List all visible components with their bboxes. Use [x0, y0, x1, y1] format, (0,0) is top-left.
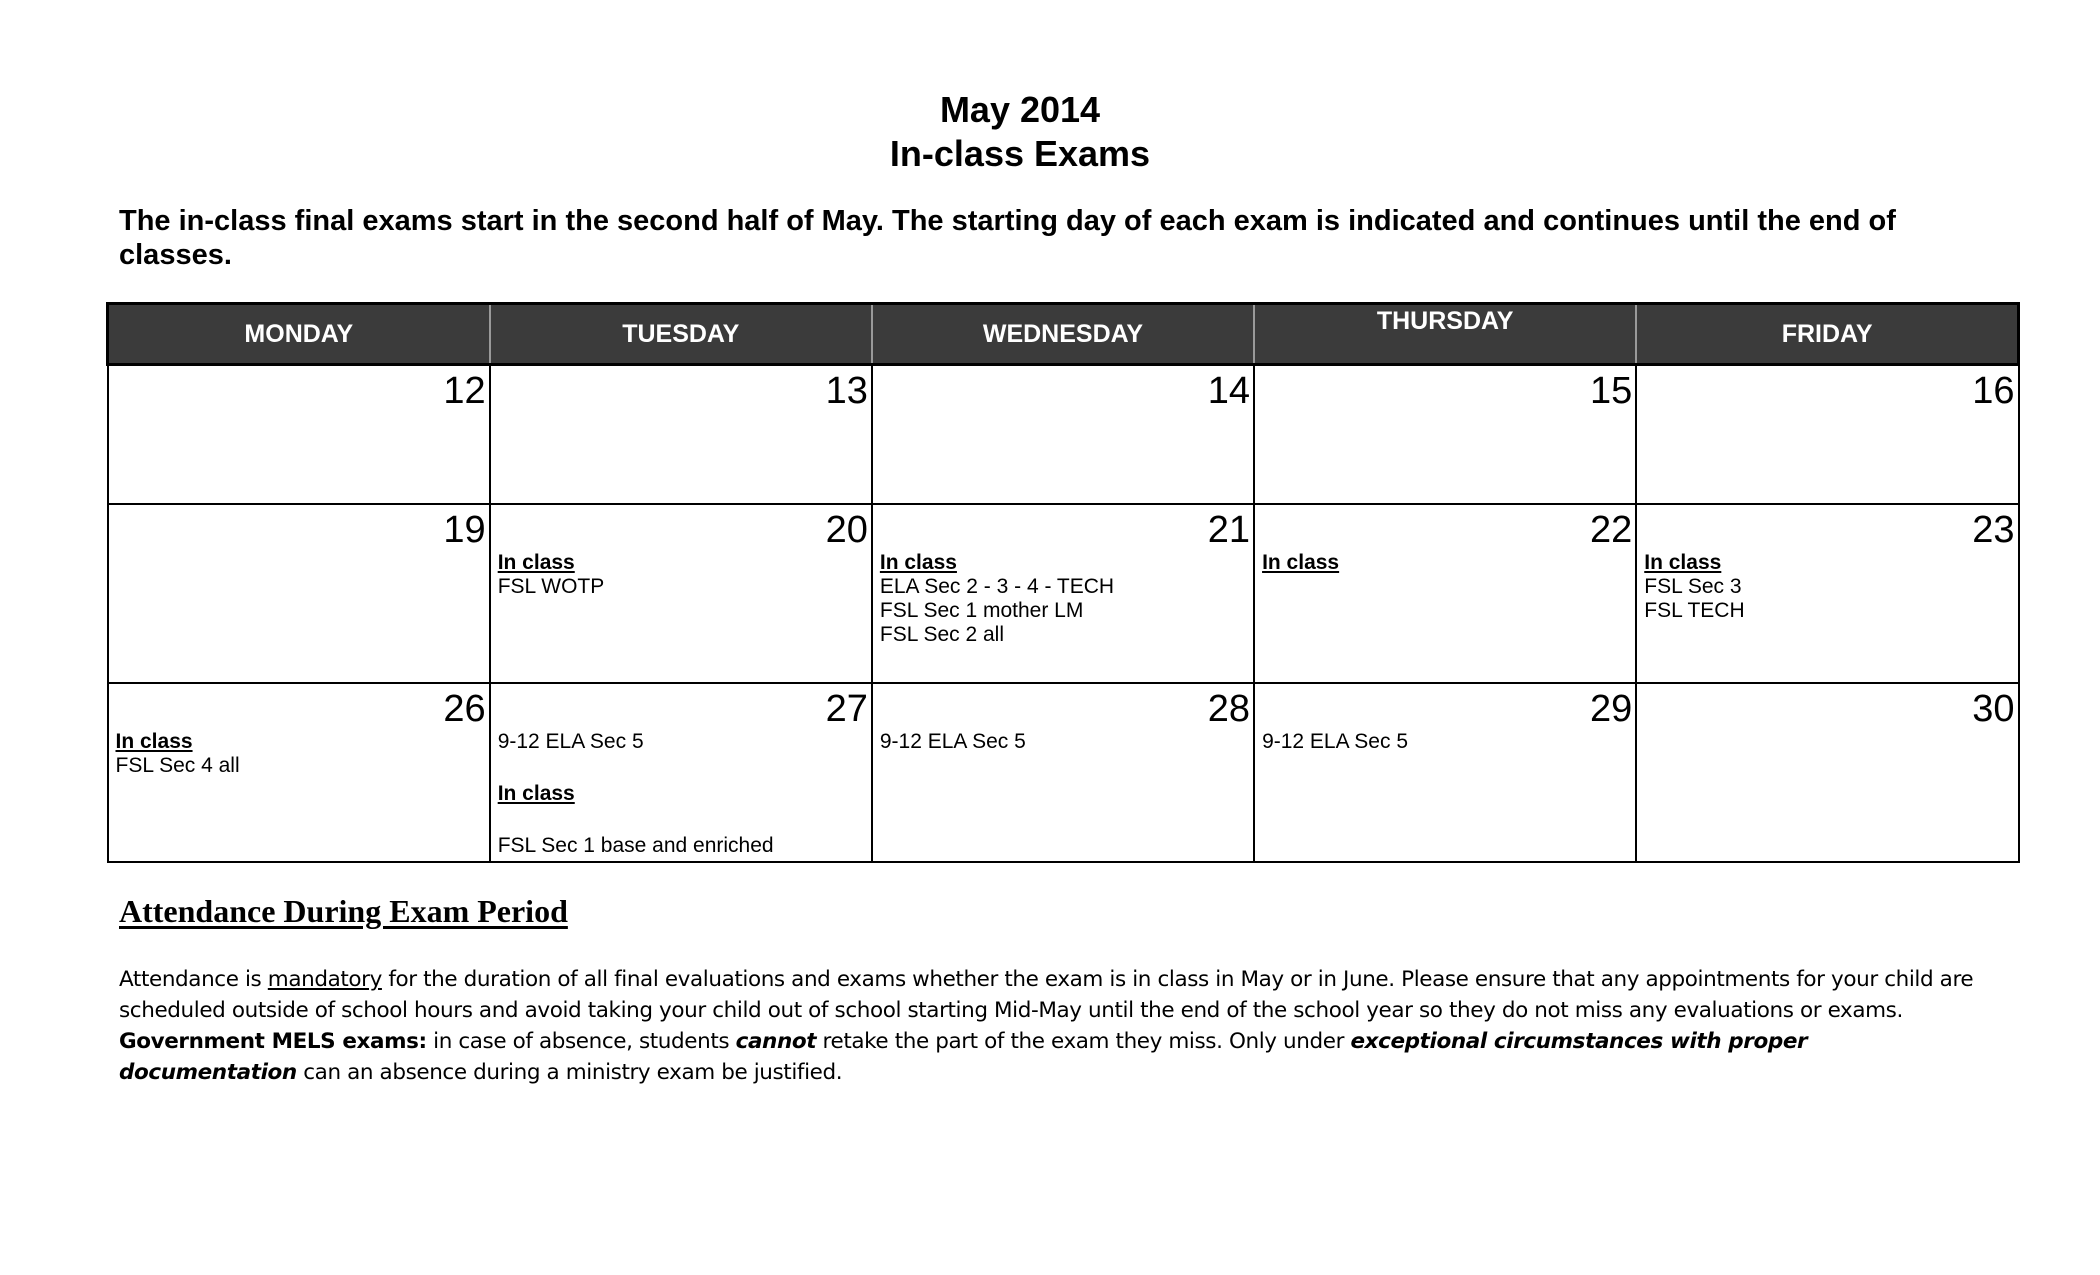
in-class-label: In class: [497, 551, 575, 574]
page-title-month: May 2014: [939, 89, 1101, 130]
day-number: 27: [825, 688, 868, 730]
day-number: 19: [443, 509, 486, 551]
day-cell: [872, 365, 1254, 505]
in-class-label: In class: [497, 782, 575, 805]
day-number: 26: [443, 688, 486, 730]
in-class-label: In class: [1644, 551, 1722, 574]
day-entries: [873, 730, 1253, 754]
day-entries: [1637, 551, 2017, 623]
title-block: [0, 88, 2040, 176]
day-number: 20: [825, 509, 868, 551]
header-tuesday: TUESDAY: [490, 304, 872, 365]
exam-entry: 9-12 ELA Sec 5: [1262, 730, 1408, 753]
exceptional-emphasis: exceptional circumstances with proper documentation: [119, 1029, 1808, 1085]
day-number: 21: [1207, 509, 1251, 551]
exam-entry: 9-12 ELA Sec 5: [497, 730, 644, 753]
day-number: 23: [1972, 509, 2015, 551]
day-cell: [108, 683, 490, 862]
attendance-heading: Attendance During Exam Period: [119, 893, 568, 929]
attendance-paragraph: Attendance is mandatory for the duration of all final evaluations and exams whether the exam is in class in May or in June. Please ensure that any appointments for your child are scheduled outside of school hours and avoid taking your child out of school starting Mid-May until the end of the school year so they do not miss any evaluations or exams.: [119, 967, 1974, 1023]
exam-entry: ELA Sec 2 - 3 - 4 - TECH: [879, 575, 1115, 598]
mandatory-emphasis: mandatory: [267, 967, 382, 992]
day-cell: [1254, 365, 1636, 505]
day-entries: [1255, 730, 1635, 754]
day-number: 14: [1207, 370, 1251, 412]
header-friday: FRIDAY: [1636, 304, 2018, 365]
exam-entry: FSL Sec 4 all: [115, 754, 240, 777]
day-entries: [109, 730, 489, 778]
exam-entry: FSL Sec 2 all: [879, 623, 1004, 646]
exam-calendar: [106, 302, 2020, 863]
day-cell: [1254, 683, 1636, 862]
day-number: 28: [1207, 688, 1251, 730]
exam-entry: FSL TECH: [1644, 599, 1745, 622]
day-number: 22: [1589, 509, 1633, 551]
day-number: 30: [1972, 688, 2015, 730]
day-entries: [491, 730, 871, 858]
intro-text: The in-class final exams start in the second half of May. The starting day of each exam is indicated and continues until the end of classes.: [119, 205, 1896, 271]
day-cell: [108, 504, 490, 683]
calendar-header-row: [108, 304, 2019, 365]
day-number: 29: [1589, 688, 1633, 730]
day-cell: [490, 504, 872, 683]
day-cell: [1636, 683, 2018, 862]
header-thursday: THURSDAY: [1254, 304, 1636, 365]
day-number: 16: [1972, 370, 2015, 412]
day-cell: [490, 683, 872, 862]
exam-entry: 9-12 ELA Sec 5: [879, 730, 1026, 753]
exam-entry: FSL Sec 1 base and enriched: [497, 834, 774, 857]
exam-entry: FSL Sec 3: [1644, 575, 1742, 598]
in-class-label: In class: [879, 551, 957, 574]
in-class-label: In class: [1262, 551, 1340, 574]
day-number: 15: [1589, 370, 1633, 412]
header-monday: MONDAY: [108, 304, 490, 365]
day-cell: [490, 365, 872, 505]
calendar-week-row: [108, 504, 2019, 683]
day-number: 13: [825, 370, 868, 412]
day-cell: [872, 504, 1254, 683]
header-wednesday: WEDNESDAY: [872, 304, 1254, 365]
mels-label: Government MELS exams:: [119, 1029, 427, 1054]
cannot-emphasis: cannot: [735, 1029, 817, 1054]
exam-entry: FSL Sec 1 mother LM: [879, 599, 1084, 622]
calendar-week-row: [108, 365, 2019, 505]
day-cell: [872, 683, 1254, 862]
day-cell: [1636, 504, 2018, 683]
attendance-body: [119, 964, 1979, 1088]
mels-paragraph: Government MELS exams: in case of absence, students cannot retake the part of the exam they miss. Only under exceptional circumstances with proper documentation can an absence during a ministry exam be justified.: [119, 1029, 1808, 1085]
day-entries: [491, 551, 871, 599]
calendar-week-row: [108, 683, 2019, 862]
exam-entry: FSL WOTP: [497, 575, 605, 598]
page-title: In-class Exams: [889, 133, 1151, 174]
day-entries: [1255, 551, 1635, 575]
day-entries: [873, 551, 1253, 647]
day-cell: [108, 365, 490, 505]
day-cell: [1636, 365, 2018, 505]
day-cell: [1254, 504, 1636, 683]
day-number: 12: [443, 370, 486, 412]
in-class-label: In class: [115, 730, 193, 753]
